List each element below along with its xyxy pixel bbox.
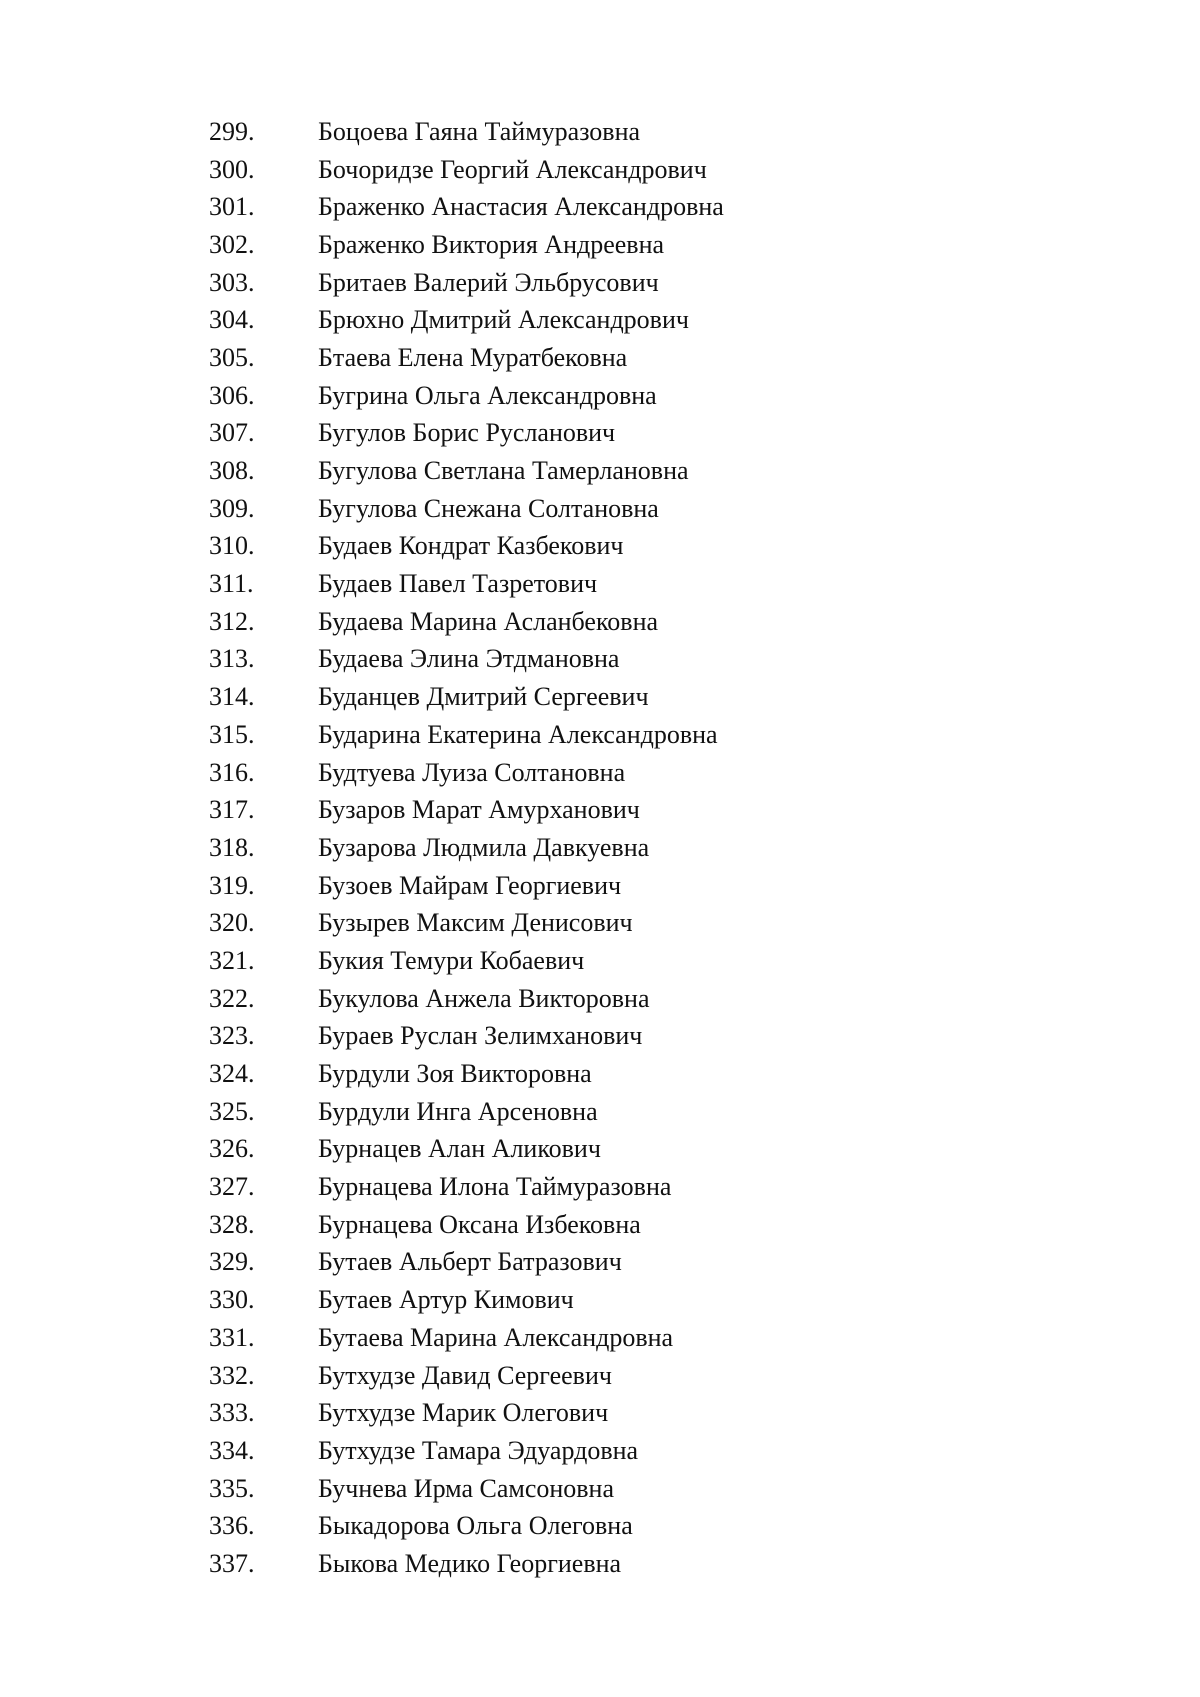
list-item	[209, 1319, 724, 1357]
person-name: Бугрина Ольга Александровна	[318, 380, 657, 410]
person-name: Бутаев Артур Кимович	[318, 1285, 574, 1315]
person-name: Быкова Медико Георгиевна	[318, 1548, 622, 1578]
list-item	[209, 1507, 724, 1545]
list-item	[209, 754, 724, 792]
list-item	[209, 264, 724, 302]
item-number: 333.	[209, 1398, 255, 1428]
item-number: 314.	[209, 682, 255, 712]
person-name: Бугулова Снежана Солтановна	[318, 493, 659, 523]
item-number: 303.	[209, 267, 255, 297]
list-item	[209, 377, 724, 415]
list-item	[209, 603, 724, 641]
person-name: Бурнацева Оксана Избековна	[318, 1209, 641, 1239]
item-number: 301.	[209, 192, 255, 222]
item-number: 318.	[209, 832, 255, 862]
person-name: Будаев Павел Тазретович	[318, 569, 598, 599]
item-number: 326.	[209, 1134, 255, 1164]
person-name: Бузарова Людмила Давкуевна	[318, 832, 650, 862]
list-item	[209, 1470, 724, 1508]
person-name: Бритаев Валерий Эльбрусович	[318, 267, 659, 297]
list-item	[209, 1093, 724, 1131]
item-number: 315.	[209, 719, 255, 749]
item-number: 305.	[209, 342, 255, 372]
item-number: 324.	[209, 1059, 255, 1089]
item-number: 329.	[209, 1247, 255, 1277]
person-name: Бузырев Максим Денисович	[318, 908, 633, 938]
list-item	[209, 867, 724, 905]
item-number: 299.	[209, 116, 255, 146]
list-item	[209, 1018, 724, 1056]
item-number: 300.	[209, 154, 255, 184]
person-name: Будаева Элина Этдмановна	[318, 644, 620, 674]
item-number: 316.	[209, 757, 255, 787]
item-number: 311.	[209, 569, 254, 599]
item-number: 331.	[209, 1322, 255, 1352]
person-name: Бузоев Майрам Георгиевич	[318, 870, 622, 900]
person-name: Боцоева Гаяна Таймуразовна	[318, 116, 641, 146]
item-number: 307.	[209, 418, 255, 448]
list-item	[209, 528, 724, 566]
list-item	[209, 1281, 724, 1319]
list-item	[209, 1131, 724, 1169]
item-number: 310.	[209, 531, 255, 561]
item-number: 330.	[209, 1285, 255, 1315]
person-name: Бутхудзе Тамара Эдуардовна	[318, 1435, 639, 1465]
list-item	[209, 452, 724, 490]
person-name: Бутхудзе Марик Олегович	[318, 1398, 609, 1428]
item-number: 337.	[209, 1548, 255, 1578]
person-name: Бударина Екатерина Александровна	[318, 719, 718, 749]
person-name: Бутаева Марина Александровна	[318, 1322, 674, 1352]
item-number: 328.	[209, 1209, 255, 1239]
list-item	[209, 678, 724, 716]
person-name: Будаев Кондрат Казбекович	[318, 531, 624, 561]
list-item	[209, 490, 724, 528]
list-item	[209, 188, 724, 226]
list-item	[209, 1357, 724, 1395]
item-number: 323.	[209, 1021, 255, 1051]
item-number: 332.	[209, 1360, 255, 1390]
list-item	[209, 226, 724, 264]
person-name: Бурдули Инга Арсеновна	[318, 1096, 598, 1126]
list-item	[209, 641, 724, 679]
item-number: 327.	[209, 1172, 255, 1202]
person-name: Бузаров Марат Амурханович	[318, 795, 640, 825]
list-item	[209, 1206, 724, 1244]
item-number: 320.	[209, 908, 255, 938]
list-item	[209, 1545, 724, 1583]
item-number: 317.	[209, 795, 255, 825]
item-number: 335.	[209, 1473, 255, 1503]
person-name: Бурдули Зоя Викторовна	[318, 1059, 592, 1089]
list-item	[209, 716, 724, 754]
person-name: Бочоридзе Георгий Александрович	[318, 154, 707, 184]
person-name: Бтаева Елена Муратбековна	[318, 342, 628, 372]
person-name: Быкадорова Ольга Олеговна	[318, 1511, 633, 1541]
list-item	[209, 1055, 724, 1093]
list-item	[209, 791, 724, 829]
person-name: Бураев Руслан Зелимханович	[318, 1021, 643, 1051]
person-name: Бугулов Борис Русланович	[318, 418, 616, 448]
person-name: Бутхудзе Давид Сергеевич	[318, 1360, 612, 1390]
person-name: Бучнева Ирма Самсоновна	[318, 1473, 615, 1503]
item-number: 313.	[209, 644, 255, 674]
person-name: Будтуева Луиза Солтановна	[318, 757, 626, 787]
list-item	[209, 942, 724, 980]
item-number: 321.	[209, 945, 255, 975]
list-item	[209, 904, 724, 942]
list-item	[209, 565, 724, 603]
person-name: Браженко Анастасия Александровна	[318, 192, 724, 222]
item-number: 308.	[209, 456, 255, 486]
list-item	[209, 829, 724, 867]
item-number: 325.	[209, 1096, 255, 1126]
person-name: Букия Темури Кобаевич	[318, 945, 585, 975]
item-number: 309.	[209, 493, 255, 523]
item-number: 302.	[209, 229, 255, 259]
person-name: Брюхно Дмитрий Александрович	[318, 305, 689, 335]
person-name: Буданцев Дмитрий Сергеевич	[318, 682, 649, 712]
person-name: Бурнацев Алан Аликович	[318, 1134, 601, 1164]
person-name: Бутаев Альберт Батразович	[318, 1247, 622, 1277]
item-number: 336.	[209, 1511, 255, 1541]
person-name: Бурнацева Илона Таймуразовна	[318, 1172, 672, 1202]
list-item	[209, 1244, 724, 1282]
item-number: 306.	[209, 380, 255, 410]
item-number: 334.	[209, 1435, 255, 1465]
item-number: 304.	[209, 305, 255, 335]
item-number: 322.	[209, 983, 255, 1013]
person-name: Бугулова Светлана Тамерлановна	[318, 456, 689, 486]
person-name: Будаева Марина Асланбековна	[318, 606, 659, 636]
person-name: Букулова Анжела Викторовна	[318, 983, 650, 1013]
person-name: Браженко Виктория Андреевна	[318, 229, 665, 259]
list-item	[209, 415, 724, 453]
list-item	[209, 1432, 724, 1470]
list-item	[209, 1168, 724, 1206]
list-item	[209, 1394, 724, 1432]
list-item	[209, 113, 724, 151]
numbered-name-list	[209, 113, 724, 1583]
list-item	[209, 980, 724, 1018]
item-number: 312.	[209, 606, 255, 636]
item-number: 319.	[209, 870, 255, 900]
list-item	[209, 339, 724, 377]
list-item	[209, 151, 724, 189]
list-item	[209, 301, 724, 339]
